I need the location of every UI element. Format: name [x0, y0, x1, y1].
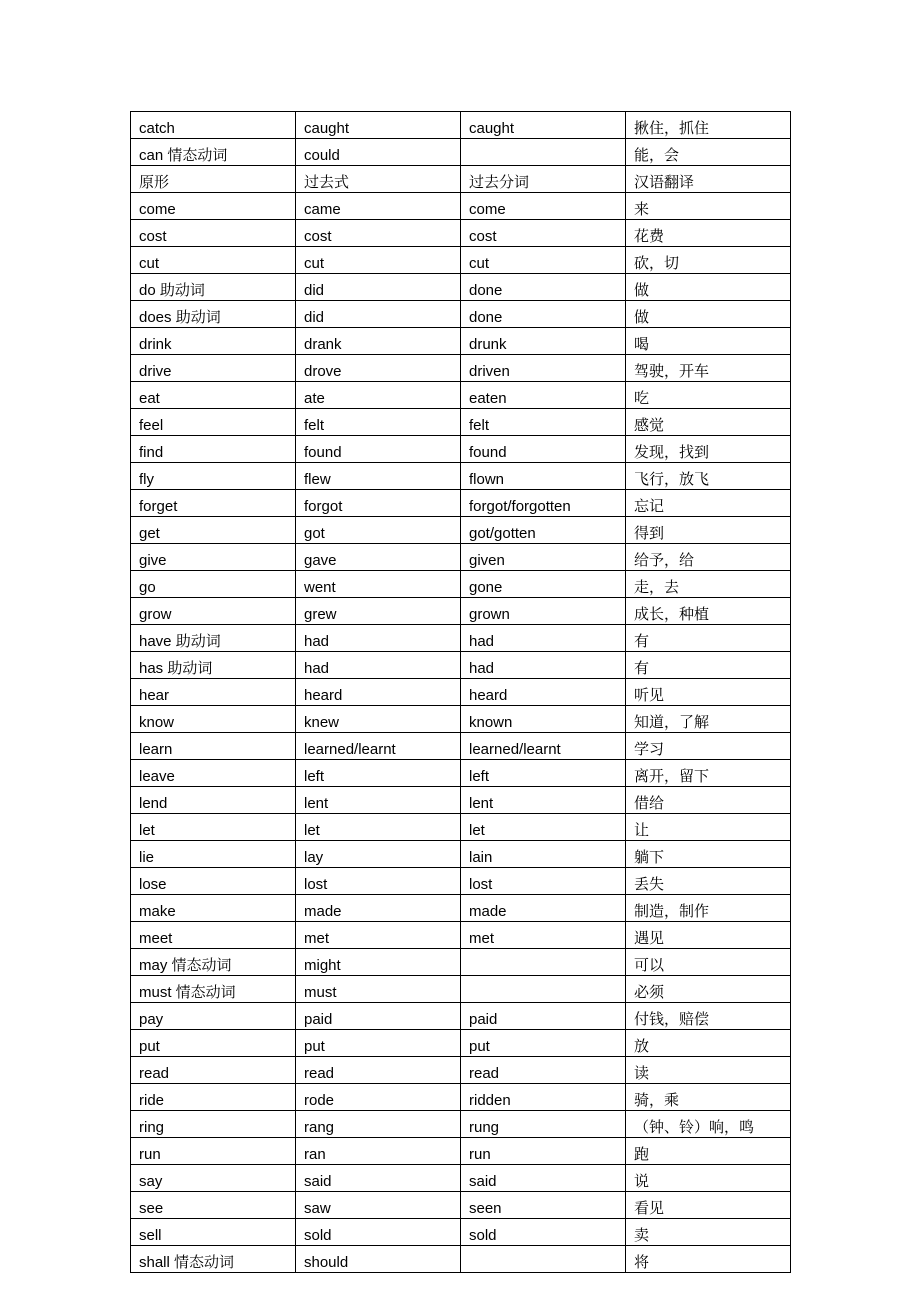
- past-participle-cell: [461, 949, 626, 976]
- table-row: [131, 625, 791, 652]
- past-participle-cell: come: [461, 193, 626, 220]
- chinese-translation-cell: 有: [626, 652, 791, 679]
- past-tense-cell: paid: [296, 1003, 461, 1030]
- past-participle-cell: driven: [461, 355, 626, 382]
- chinese-translation-cell: 忘记: [626, 490, 791, 517]
- chinese-translation-cell: 躺下: [626, 841, 791, 868]
- chinese-translation-cell: 借给: [626, 787, 791, 814]
- chinese-translation-cell: 揪住，抓住: [626, 112, 791, 139]
- chinese-translation-cell: 离开，留下: [626, 760, 791, 787]
- chinese-translation-cell: 说: [626, 1165, 791, 1192]
- base-form-cell: make: [131, 895, 296, 922]
- past-tense-cell: might: [296, 949, 461, 976]
- base-form-cell: go: [131, 571, 296, 598]
- past-participle-cell: got/gotten: [461, 517, 626, 544]
- past-tense-cell: rang: [296, 1111, 461, 1138]
- chinese-translation-cell: 卖: [626, 1219, 791, 1246]
- chinese-translation-cell: 听见: [626, 679, 791, 706]
- past-tense-cell: grew: [296, 598, 461, 625]
- past-tense-cell: knew: [296, 706, 461, 733]
- table-row: [131, 544, 791, 571]
- chinese-translation-cell: 感觉: [626, 409, 791, 436]
- past-participle-cell: caught: [461, 112, 626, 139]
- past-tense-cell: felt: [296, 409, 461, 436]
- chinese-translation-cell: 汉语翻译: [626, 166, 791, 193]
- past-tense-cell: could: [296, 139, 461, 166]
- irregular-verb-table: [130, 111, 791, 1273]
- past-participle-cell: lain: [461, 841, 626, 868]
- past-tense-cell: did: [296, 301, 461, 328]
- verb-table-body: [131, 112, 791, 1273]
- past-tense-cell: drank: [296, 328, 461, 355]
- past-tense-cell: lost: [296, 868, 461, 895]
- past-participle-cell: [461, 1246, 626, 1273]
- base-form-cell: forget: [131, 490, 296, 517]
- chinese-translation-cell: 看见: [626, 1192, 791, 1219]
- past-participle-cell: heard: [461, 679, 626, 706]
- past-participle-cell: eaten: [461, 382, 626, 409]
- table-row: [131, 490, 791, 517]
- chinese-translation-cell: 吃: [626, 382, 791, 409]
- past-tense-cell: gave: [296, 544, 461, 571]
- table-row: [131, 1030, 791, 1057]
- past-participle-cell: [461, 976, 626, 1003]
- past-participle-cell: flown: [461, 463, 626, 490]
- base-form-cell: does 助动词: [131, 301, 296, 328]
- base-form-cell: cut: [131, 247, 296, 274]
- past-tense-cell: had: [296, 625, 461, 652]
- past-participle-cell: drunk: [461, 328, 626, 355]
- table-row: [131, 1057, 791, 1084]
- past-participle-cell: ridden: [461, 1084, 626, 1111]
- table-row: [131, 247, 791, 274]
- base-form-cell: sell: [131, 1219, 296, 1246]
- base-form-cell: put: [131, 1030, 296, 1057]
- past-tense-cell: flew: [296, 463, 461, 490]
- chinese-translation-cell: 砍，切: [626, 247, 791, 274]
- base-form-cell: come: [131, 193, 296, 220]
- base-form-cell: may 情态动词: [131, 949, 296, 976]
- past-tense-cell: went: [296, 571, 461, 598]
- table-row: [131, 112, 791, 139]
- past-tense-cell: sold: [296, 1219, 461, 1246]
- chinese-translation-cell: 放: [626, 1030, 791, 1057]
- past-participle-cell: left: [461, 760, 626, 787]
- past-participle-cell: sold: [461, 1219, 626, 1246]
- table-row: [131, 895, 791, 922]
- past-tense-cell: should: [296, 1246, 461, 1273]
- chinese-translation-cell: 得到: [626, 517, 791, 544]
- base-form-cell: lose: [131, 868, 296, 895]
- base-form-cell: drive: [131, 355, 296, 382]
- base-form-cell: get: [131, 517, 296, 544]
- past-tense-cell: ate: [296, 382, 461, 409]
- chinese-translation-cell: 驾驶，开车: [626, 355, 791, 382]
- base-form-cell: fly: [131, 463, 296, 490]
- chinese-translation-cell: 制造，制作: [626, 895, 791, 922]
- base-form-cell: read: [131, 1057, 296, 1084]
- chinese-translation-cell: 骑，乘: [626, 1084, 791, 1111]
- chinese-translation-cell: 付钱，赔偿: [626, 1003, 791, 1030]
- past-tense-cell: forgot: [296, 490, 461, 517]
- table-row: [131, 328, 791, 355]
- past-tense-cell: said: [296, 1165, 461, 1192]
- base-form-cell: 原形: [131, 166, 296, 193]
- base-form-cell: feel: [131, 409, 296, 436]
- table-row: [131, 1111, 791, 1138]
- table-row: [131, 760, 791, 787]
- chinese-translation-cell: 读: [626, 1057, 791, 1084]
- chinese-translation-cell: 发现，找到: [626, 436, 791, 463]
- past-participle-cell: run: [461, 1138, 626, 1165]
- chinese-translation-cell: 学习: [626, 733, 791, 760]
- base-form-cell: lie: [131, 841, 296, 868]
- table-row: [131, 1003, 791, 1030]
- table-row: [131, 1246, 791, 1273]
- past-tense-cell: caught: [296, 112, 461, 139]
- table-row: [131, 706, 791, 733]
- table-row: [131, 193, 791, 220]
- past-tense-cell: drove: [296, 355, 461, 382]
- base-form-cell: pay: [131, 1003, 296, 1030]
- table-row: [131, 274, 791, 301]
- past-tense-cell: saw: [296, 1192, 461, 1219]
- past-tense-cell: had: [296, 652, 461, 679]
- base-form-cell: find: [131, 436, 296, 463]
- base-form-cell: meet: [131, 922, 296, 949]
- past-tense-cell: did: [296, 274, 461, 301]
- base-form-cell: let: [131, 814, 296, 841]
- chinese-translation-cell: 知道，了解: [626, 706, 791, 733]
- base-form-cell: drink: [131, 328, 296, 355]
- base-form-cell: say: [131, 1165, 296, 1192]
- past-participle-cell: lost: [461, 868, 626, 895]
- table-row: [131, 517, 791, 544]
- chinese-translation-cell: 来: [626, 193, 791, 220]
- past-tense-cell: learned/learnt: [296, 733, 461, 760]
- past-tense-cell: cut: [296, 247, 461, 274]
- past-tense-cell: ran: [296, 1138, 461, 1165]
- table-row: [131, 787, 791, 814]
- chinese-translation-cell: 成长，种植: [626, 598, 791, 625]
- table-row: [131, 1165, 791, 1192]
- chinese-translation-cell: 给予，给: [626, 544, 791, 571]
- past-participle-cell: done: [461, 274, 626, 301]
- past-tense-cell: found: [296, 436, 461, 463]
- past-participle-cell: made: [461, 895, 626, 922]
- base-form-cell: eat: [131, 382, 296, 409]
- base-form-cell: catch: [131, 112, 296, 139]
- past-tense-cell: met: [296, 922, 461, 949]
- chinese-translation-cell: 必须: [626, 976, 791, 1003]
- table-row: [131, 139, 791, 166]
- past-participle-cell: read: [461, 1057, 626, 1084]
- past-tense-cell: 过去式: [296, 166, 461, 193]
- past-tense-cell: let: [296, 814, 461, 841]
- past-participle-cell: said: [461, 1165, 626, 1192]
- table-row: [131, 301, 791, 328]
- table-row: [131, 355, 791, 382]
- table-row: [131, 382, 791, 409]
- table-row: [131, 679, 791, 706]
- base-form-cell: know: [131, 706, 296, 733]
- chinese-translation-cell: 可以: [626, 949, 791, 976]
- past-participle-cell: grown: [461, 598, 626, 625]
- past-participle-cell: had: [461, 625, 626, 652]
- past-participle-cell: paid: [461, 1003, 626, 1030]
- table-row: [131, 598, 791, 625]
- base-form-cell: can 情态动词: [131, 139, 296, 166]
- base-form-cell: learn: [131, 733, 296, 760]
- past-participle-cell: learned/learnt: [461, 733, 626, 760]
- table-row: [131, 436, 791, 463]
- past-participle-cell: cost: [461, 220, 626, 247]
- past-tense-cell: lent: [296, 787, 461, 814]
- table-row: [131, 1084, 791, 1111]
- base-form-cell: run: [131, 1138, 296, 1165]
- past-tense-cell: made: [296, 895, 461, 922]
- table-row: [131, 868, 791, 895]
- table-row: [131, 841, 791, 868]
- past-participle-cell: let: [461, 814, 626, 841]
- past-participle-cell: had: [461, 652, 626, 679]
- past-participle-cell: seen: [461, 1192, 626, 1219]
- chinese-translation-cell: （钟、铃）响，鸣: [626, 1111, 791, 1138]
- table-row: [131, 976, 791, 1003]
- table-row: [131, 814, 791, 841]
- past-tense-cell: rode: [296, 1084, 461, 1111]
- past-participle-cell: [461, 139, 626, 166]
- past-participle-cell: given: [461, 544, 626, 571]
- chinese-translation-cell: 跑: [626, 1138, 791, 1165]
- base-form-cell: ride: [131, 1084, 296, 1111]
- past-participle-cell: cut: [461, 247, 626, 274]
- past-tense-cell: must: [296, 976, 461, 1003]
- chinese-translation-cell: 走，去: [626, 571, 791, 598]
- chinese-translation-cell: 将: [626, 1246, 791, 1273]
- table-row: [131, 1192, 791, 1219]
- past-participle-cell: forgot/forgotten: [461, 490, 626, 517]
- table-row: [131, 463, 791, 490]
- chinese-translation-cell: 丢失: [626, 868, 791, 895]
- chinese-translation-cell: 让: [626, 814, 791, 841]
- past-participle-cell: lent: [461, 787, 626, 814]
- past-tense-cell: put: [296, 1030, 461, 1057]
- base-form-cell: give: [131, 544, 296, 571]
- past-participle-cell: 过去分词: [461, 166, 626, 193]
- past-tense-cell: heard: [296, 679, 461, 706]
- base-form-cell: cost: [131, 220, 296, 247]
- past-tense-cell: left: [296, 760, 461, 787]
- table-row: [131, 220, 791, 247]
- table-row: [131, 409, 791, 436]
- past-tense-cell: got: [296, 517, 461, 544]
- past-tense-cell: cost: [296, 220, 461, 247]
- base-form-cell: see: [131, 1192, 296, 1219]
- chinese-translation-cell: 做: [626, 301, 791, 328]
- chinese-translation-cell: 花费: [626, 220, 791, 247]
- base-form-cell: have 助动词: [131, 625, 296, 652]
- base-form-cell: do 助动词: [131, 274, 296, 301]
- base-form-cell: ring: [131, 1111, 296, 1138]
- table-row: [131, 571, 791, 598]
- base-form-cell: must 情态动词: [131, 976, 296, 1003]
- chinese-translation-cell: 有: [626, 625, 791, 652]
- base-form-cell: leave: [131, 760, 296, 787]
- past-participle-cell: known: [461, 706, 626, 733]
- past-participle-cell: found: [461, 436, 626, 463]
- table-row: [131, 733, 791, 760]
- table-row: [131, 922, 791, 949]
- past-participle-cell: felt: [461, 409, 626, 436]
- base-form-cell: shall 情态动词: [131, 1246, 296, 1273]
- base-form-cell: lend: [131, 787, 296, 814]
- base-form-cell: hear: [131, 679, 296, 706]
- past-participle-cell: rung: [461, 1111, 626, 1138]
- past-tense-cell: read: [296, 1057, 461, 1084]
- chinese-translation-cell: 飞行，放飞: [626, 463, 791, 490]
- past-participle-cell: done: [461, 301, 626, 328]
- chinese-translation-cell: 喝: [626, 328, 791, 355]
- past-tense-cell: lay: [296, 841, 461, 868]
- past-participle-cell: put: [461, 1030, 626, 1057]
- chinese-translation-cell: 能，会: [626, 139, 791, 166]
- table-row: [131, 1219, 791, 1246]
- past-participle-cell: met: [461, 922, 626, 949]
- chinese-translation-cell: 做: [626, 274, 791, 301]
- base-form-cell: has 助动词: [131, 652, 296, 679]
- table-row: [131, 949, 791, 976]
- table-row: [131, 1138, 791, 1165]
- table-row: [131, 652, 791, 679]
- base-form-cell: grow: [131, 598, 296, 625]
- past-participle-cell: gone: [461, 571, 626, 598]
- table-header-row: [131, 166, 791, 193]
- chinese-translation-cell: 遇见: [626, 922, 791, 949]
- past-tense-cell: came: [296, 193, 461, 220]
